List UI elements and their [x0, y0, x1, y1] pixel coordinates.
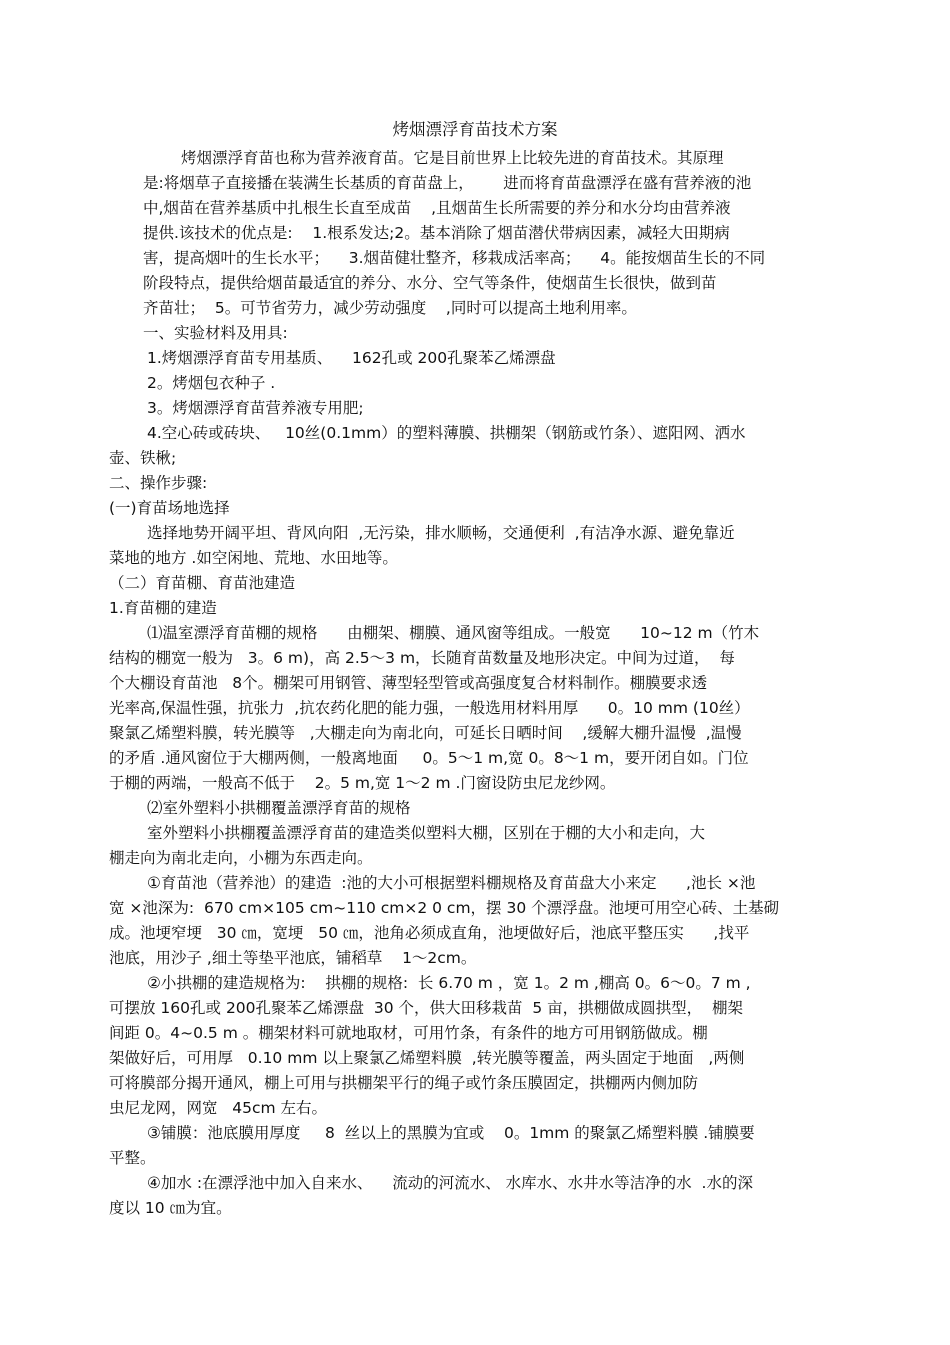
body-line: 聚氯乙烯塑料膜，转光膜等 ,大棚走向为南北向，可延长日晒时间 ,缓解大棚升温慢 ,温慢: [109, 724, 742, 742]
body-line: 提供.该技术的优点是: 1.根系发达;2。基本消除了烟苗潜伏带病因素，减轻大田期病: [143, 224, 730, 242]
body-line: 齐苗壮； 5。可节省劳力，减少劳动强度 ,同时可以提高土地利用率。: [143, 299, 637, 317]
body-line: 于棚的两端，一般高不低于 2。5 m,宽 1～2 m .门窗设防虫尼龙纱网。: [109, 774, 616, 792]
body-line: 结构的棚宽一般为 3。6 m)，高 2.5～3 m，长随育苗数量及地形决定。中间为过道， 每: [109, 649, 735, 667]
body-line: 个大棚设育苗池 8个。棚架可用钢管、薄型轻型管或高强度复合材料制作。棚膜要求透: [109, 674, 708, 692]
body-line: 可摆放 160孔或 200孔聚苯乙烯漂盘 30 个，供大田移栽苗 5 亩，拱棚做成圆拱型， 棚架: [109, 999, 744, 1017]
list-item: 1.烤烟漂浮育苗专用基质、 162孔或 200孔聚苯乙烯漂盘: [147, 349, 556, 367]
body-line: 平整。: [109, 1149, 156, 1167]
body-line: 阶段特点，提供给烟苗最适宜的养分、水分、空气等条件，使烟苗生长很快，做到苗: [143, 274, 717, 292]
section-heading: 一、实验材料及用具:: [143, 324, 288, 342]
body-line: ④加水 :在漂浮池中加入自来水、 流动的河流水、 水库水、水井水等洁净的水 .水的深: [147, 1174, 753, 1192]
body-line: 室外塑料小拱棚覆盖漂浮育苗的建造类似塑料大棚，区别在于棚的大小和走向，大: [147, 824, 706, 842]
body-line: 菜地的地方 .如空闲地、荒地、水田地等。: [109, 549, 398, 567]
body-line: ①育苗池（营养池）的建造 :池的大小可根据塑料棚规格及育苗盘大小来定 ,池长 ×池: [147, 874, 756, 892]
body-line: 间距 0。4~0.5 m 。棚架材料可就地取材，可用竹条，有条件的地方可用钢筋做成。棚: [109, 1024, 708, 1042]
subsection-heading: （二）育苗棚、育苗池建造: [109, 574, 296, 592]
body-line: 宽 ×池深为: 670 cm×105 cm~110 cm×2 0 cm，摆 30 个漂浮盘。池埂可用空心砖、土基砌: [109, 899, 780, 917]
body-line: ⑴温室漂浮育苗棚的规格 由棚架、棚膜、通风窗等组成。一般宽 10~12 m（竹木: [147, 624, 760, 642]
body-line: ②小拱棚的建造规格为: 拱棚的规格: 长 6.70 m ，宽 1。2 m ,棚高 0。6～0。7 m ,: [147, 974, 751, 992]
body-line: ③铺膜：池底膜用厚度 8 丝以上的黑膜为宜或 0。1mm 的聚氯乙烯塑料膜 .铺膜要: [147, 1124, 755, 1142]
body-line: 的矛盾 .通风窗位于大棚两侧，一般离地面 0。5～1 m,宽 0。8～1 m，要开闭自如。门位: [109, 749, 749, 767]
section-heading: 二、操作步骤:: [109, 474, 208, 492]
subsection-heading: (一)育苗场地选择: [109, 499, 230, 517]
list-item-continuation: 壶、铁楸;: [109, 449, 177, 467]
body-line: 架做好后，可用厚 0.10 mm 以上聚氯乙烯塑料膜 ,转光膜等覆盖，两头固定于地面 ,两侧: [109, 1049, 745, 1067]
list-item: 2。烤烟包衣种子 .: [147, 374, 276, 392]
body-line: 虫尼龙网，网宽 45cm 左右。: [109, 1099, 328, 1117]
body-line: 中,烟苗在营养基质中扎根生长直至成苗 ,且烟苗生长所需要的养分和水分均由营养液: [143, 199, 731, 217]
body-line: 棚走向为南北走向，小棚为东西走向。: [109, 849, 373, 867]
subsection-heading: 1.育苗棚的建造: [109, 599, 217, 617]
list-item: 3。烤烟漂浮育苗营养液专用肥;: [147, 399, 364, 417]
subsection-heading: ⑵室外塑料小拱棚覆盖漂浮育苗的规格: [147, 799, 411, 817]
body-line: 成。池埂窄埂 30 ㎝，宽埂 50 ㎝，池角必须成直角，池埂做好后，池底平整压实 ,找平: [109, 924, 750, 942]
body-line: 可将膜部分揭开通风，棚上可用与拱棚架平行的绳子或竹条压膜固定，拱棚两内侧加防: [109, 1074, 699, 1092]
body-line: 度以 10 ㎝为宜。: [109, 1199, 232, 1217]
body-line: 池底，用沙子 ,细土等垫平池底，铺稻草 1～2cm。: [109, 949, 477, 967]
body-line: 烤烟漂浮育苗也称为营养液育苗。它是目前世界上比较先进的育苗技术。其原理: [181, 149, 724, 167]
document-title: 烤烟漂浮育苗技术方案: [392, 120, 558, 139]
body-line: 害，提高烟叶的生长水平； 3.烟苗健壮整齐，移栽成活率高； 4。能按烟苗生长的不同: [143, 249, 766, 267]
body-line: 是:将烟草子直接播在装满生长基质的育苗盘上， 进而将育苗盘漂浮在盛有营养液的池: [143, 174, 752, 192]
list-item: 4.空心砖或砖块、 10丝(0.1mm）的塑料薄膜、拱棚架（钢筋或竹条）、遮阳网、洒水: [147, 424, 746, 442]
body-line: 光率高,保温性强，抗张力 ,抗农药化肥的能力强，一般选用材料用厚 0。10 mm (10丝）: [109, 699, 750, 717]
body-line: 选择地势开阔平坦、背风向阳 ,无污染，排水顺畅，交通便利 ,有洁净水源、避免靠近: [147, 524, 735, 542]
